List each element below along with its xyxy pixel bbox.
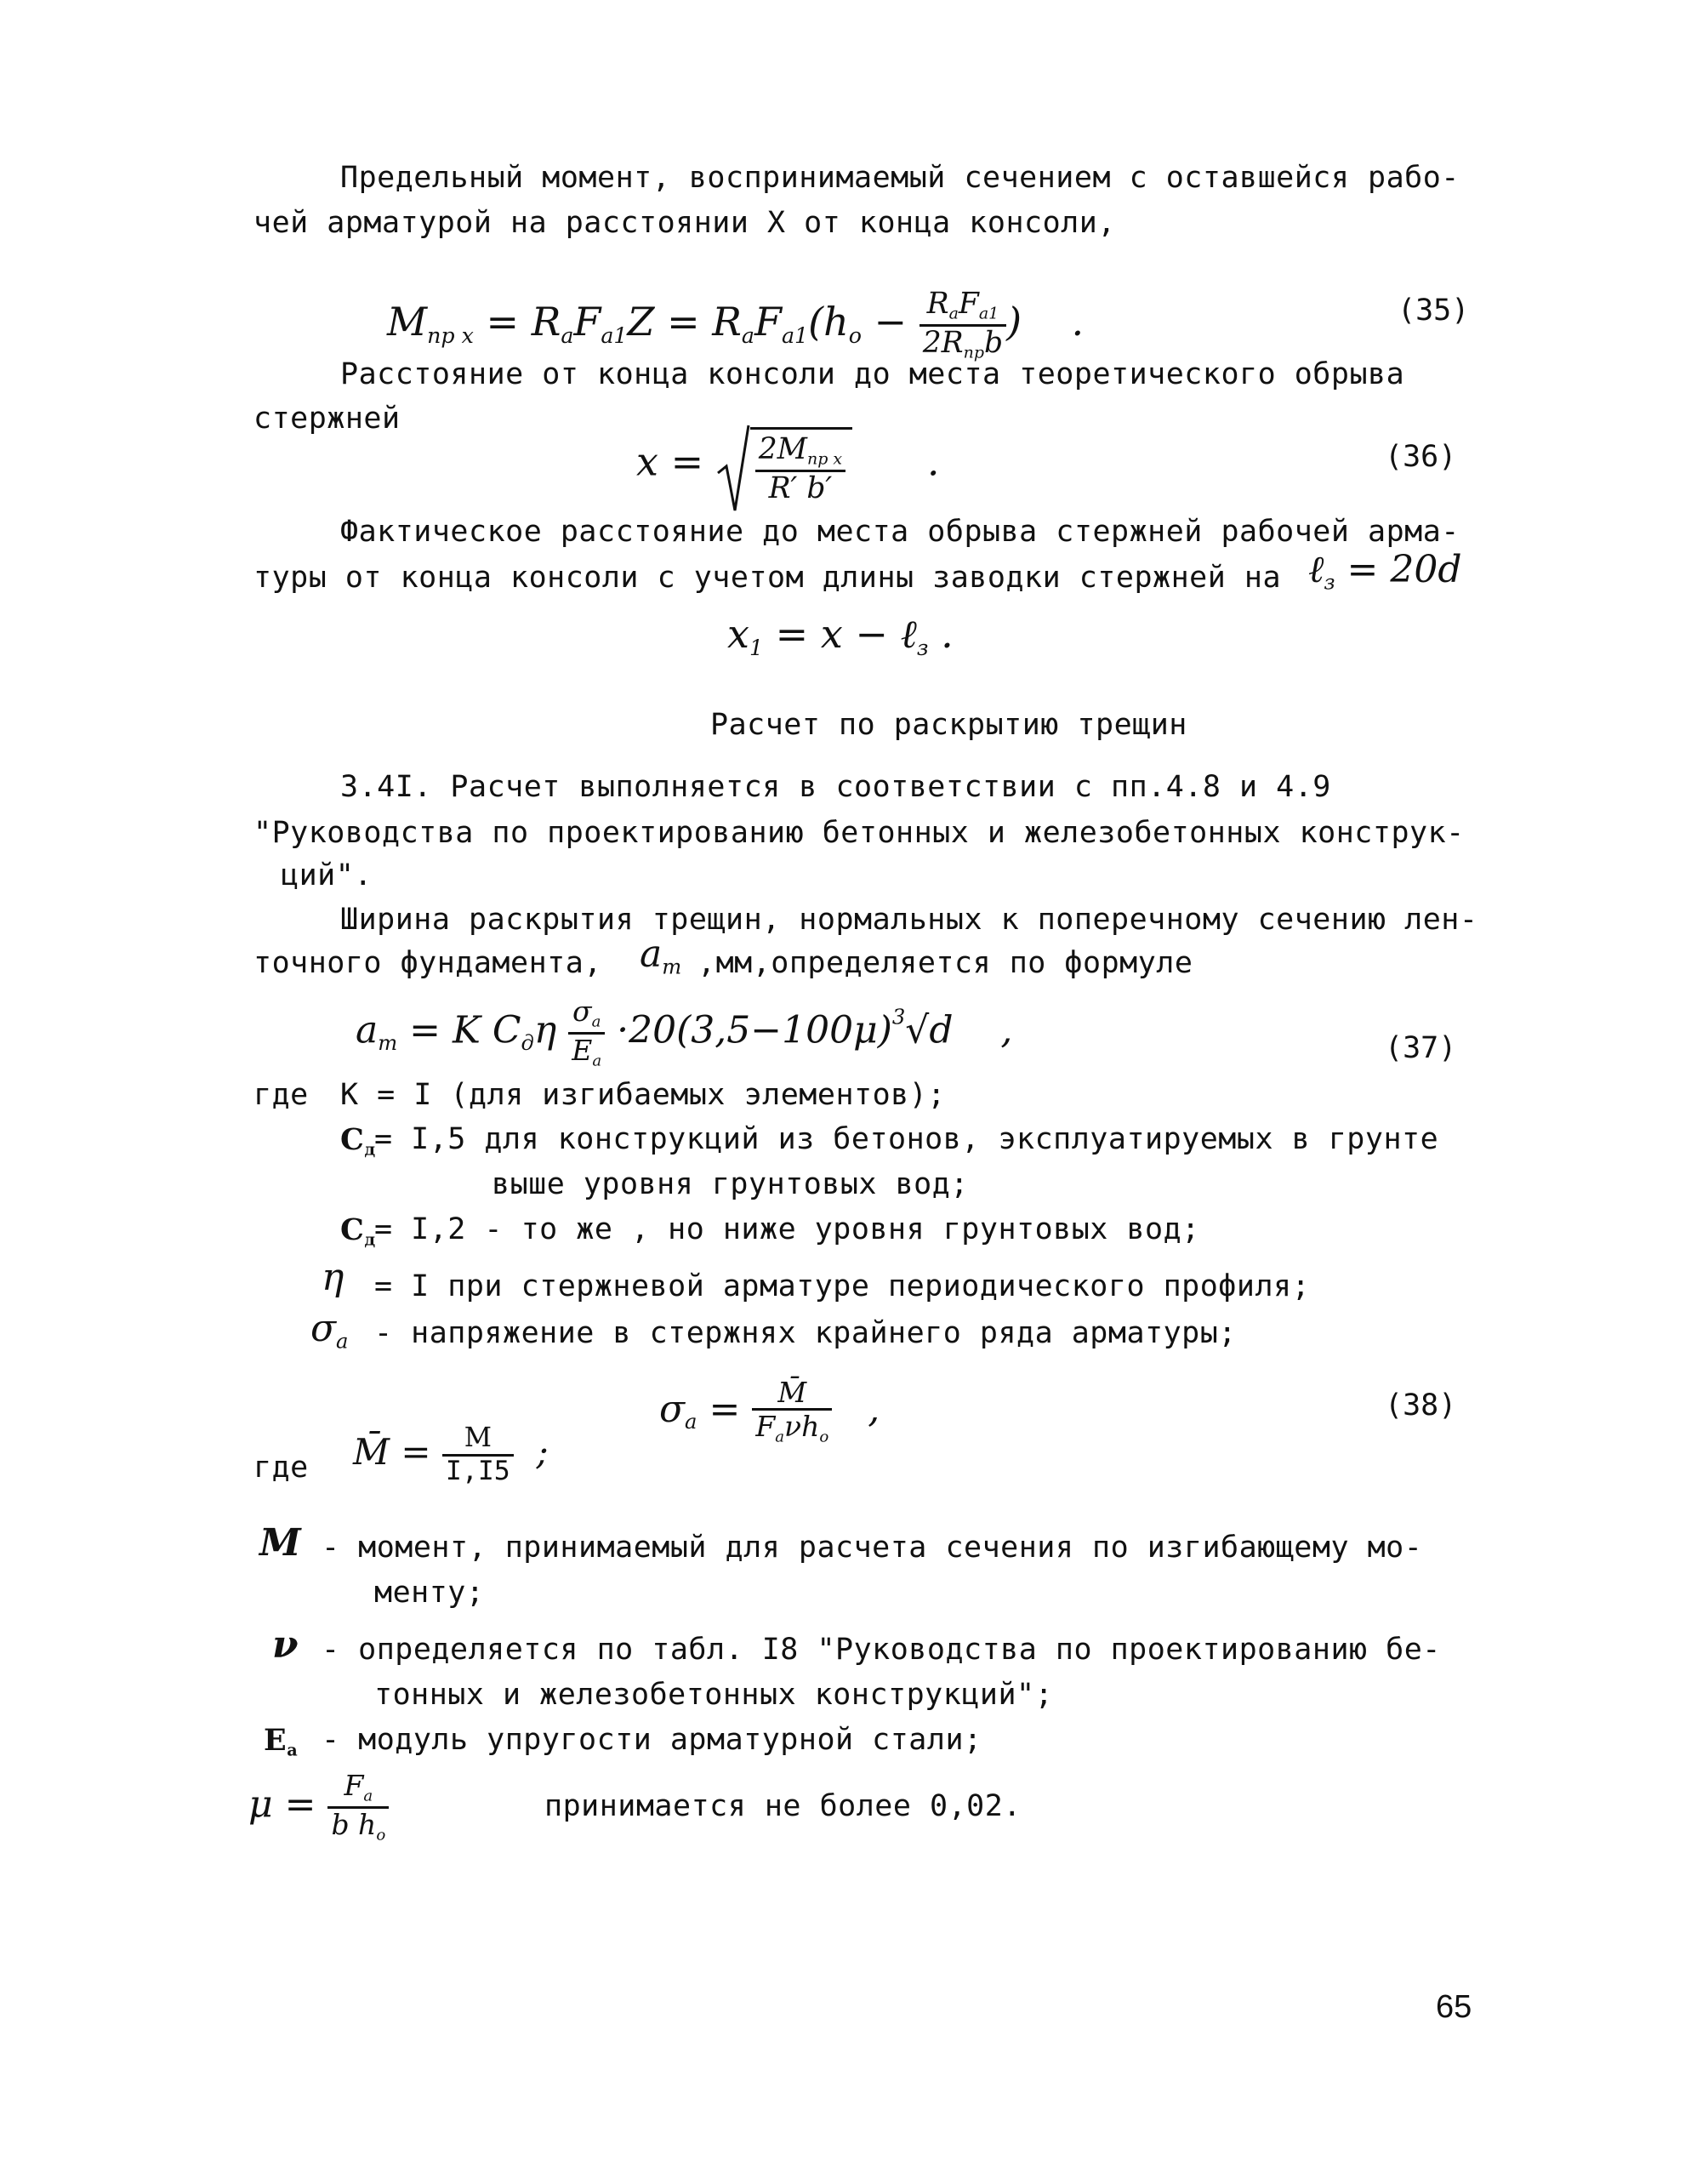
- where-label: где: [253, 1078, 309, 1112]
- sigma-symbol: $\sigma_a$: [310, 1307, 349, 1354]
- ea-symbol: $E_a$: [264, 1723, 299, 1760]
- cd-symbol: $C_д$: [340, 1122, 376, 1160]
- text-line: Фактическое расстояние до места обрыва стержней рабочей арма-: [340, 515, 1460, 549]
- text-line: ций".: [281, 858, 373, 892]
- text-line: Ширина раскрытия трещин, нормальных к поперечному сечению лен-: [340, 903, 1478, 937]
- mu-formula: μ = $\frac{F_a}{b h_o}$: [248, 1771, 389, 1843]
- text-line: стержней: [253, 402, 401, 436]
- definition-cd1-cont: выше уровня грунтовых вод;: [492, 1167, 969, 1201]
- eta-symbol: η: [322, 1256, 344, 1299]
- definition-eta: = I при стержневой арматуре периодического профиля;: [374, 1269, 1311, 1303]
- definition-cd2: = I,2 - то же , но ниже уровня грунтовых вод;: [374, 1212, 1200, 1246]
- text-line: "Руководства по проектированию бетонных и железобетонных конструк-: [253, 816, 1465, 850]
- text-line: чей арматурой на расстоянии X от конца консоли,: [253, 206, 1116, 240]
- equation-number: (37): [1385, 1031, 1457, 1065]
- mbar-denominator: I,I5: [445, 1455, 510, 1486]
- definition-nu-cont: тонных и железобетонных конструкций";: [374, 1678, 1054, 1712]
- text-line: точного фундамента,: [253, 946, 602, 980]
- nu-symbol: ν: [272, 1623, 299, 1667]
- definition-m-cont: менту;: [374, 1576, 485, 1610]
- m-symbol: M: [259, 1521, 301, 1565]
- definition-k: K = I (для изгибаемых элементов);: [340, 1078, 946, 1112]
- definition-nu: - определяется по табл. I8 "Руководства по проектированию бе-: [322, 1633, 1441, 1667]
- equation-number: (36): [1385, 440, 1457, 474]
- where-label: где: [253, 1451, 309, 1485]
- text-line: туры от конца консоли с учетом длины заводки стержней на: [253, 561, 1282, 595]
- mbar-formula: M̄ = $\frac{M}{I,I5}$ ;: [353, 1423, 549, 1486]
- cd-symbol: $C_д$: [340, 1212, 376, 1250]
- definition-cd1: = I,5 для конструкций из бетонов, эксплуатируемых в грунте: [374, 1122, 1439, 1156]
- equation-number: (35): [1398, 294, 1470, 328]
- text-line: ,мм,определяется по формуле: [697, 946, 1193, 980]
- formula-35: $M_{пр x} = R_aF_{a1}Z = R_aF_{a1}(h_o$ − $\frac{R_aF_{a1}}{2R_{пр}b}$ ) .: [387, 287, 1085, 362]
- definition-mu: принимается не более 0,02.: [544, 1789, 1022, 1823]
- formula-37: $a_т = K$ $C_д\eta$ $\frac{\sigma_a}{E_a}$ $\cdot 20(3,5-100\mu)^3√d$ ,: [356, 995, 1013, 1069]
- text-line: Расстояние от конца консоли до места теоретического обрыва: [340, 357, 1405, 391]
- at-symbol: $a_т$: [640, 932, 682, 979]
- page-number: 65: [1436, 1989, 1472, 2025]
- section-title: Расчет по раскрытию трещин: [710, 708, 1187, 742]
- definition-m: - момент, принимаемый для расчета сечения по изгибающему мо-: [322, 1531, 1423, 1565]
- formula-36: x = $\frac{2M_{пр x}}{R' b'}$ .: [636, 427, 939, 503]
- formula-38: $\sigma_a$ = $\frac{M̄}{F_a\nu h_o}$ ,: [659, 1376, 880, 1446]
- definition-sigma: - напряжение в стержнях крайнего ряда арматуры;: [374, 1316, 1237, 1350]
- lz-formula: ℓ$_з$ = 20d: [1308, 548, 1462, 595]
- definition-ea: - модуль упругости арматурной стали;: [322, 1723, 982, 1757]
- text-line: 3.4I. Расчет выполняется в соответствии с пп.4.8 и 4.9: [340, 770, 1331, 804]
- equation-number: (38): [1385, 1388, 1457, 1423]
- x1-formula: $x_1 = x$ − ℓ$_з$ .: [727, 611, 954, 660]
- text-line: Предельный момент, воспринимаемый сечением с оставшейся рабо-: [340, 161, 1460, 195]
